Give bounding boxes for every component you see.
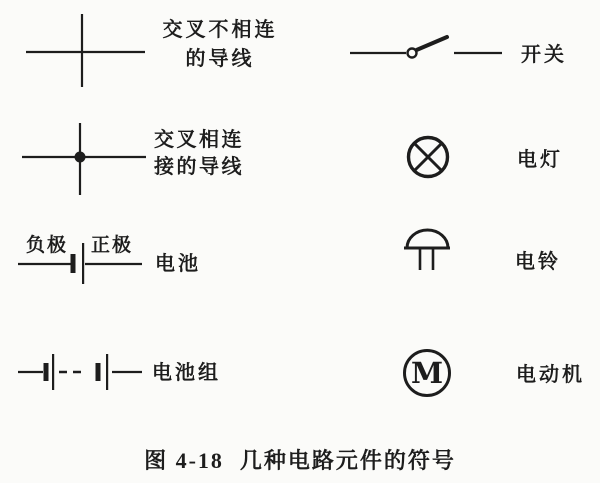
cell2-negative-plate xyxy=(96,363,101,381)
crossed-wires-connected-label xyxy=(154,127,244,181)
lamp-symbol xyxy=(404,133,454,183)
bell-label: 电铃 xyxy=(515,251,561,273)
motor-letter: M xyxy=(410,356,444,390)
battery-positive-plate xyxy=(82,243,84,284)
crossed-wires-unconnected-label xyxy=(152,16,288,74)
motor-label: 电动机 xyxy=(516,364,585,386)
battery-negative-pole-label: 负极 xyxy=(26,235,69,256)
battery-pack-symbol xyxy=(14,348,149,398)
motor-symbol xyxy=(400,345,456,401)
switch-lever xyxy=(417,37,448,50)
lamp-label: 电灯 xyxy=(517,149,563,171)
crossed-wires-unconnected-symbol xyxy=(20,8,160,98)
bell-dome xyxy=(407,230,448,248)
battery-label: 电池 xyxy=(155,253,201,275)
battery-symbol xyxy=(14,235,149,293)
junction-dot xyxy=(75,152,86,163)
battery-positive-pole-label: 正极 xyxy=(91,235,134,256)
label-line-2: 接的导线 xyxy=(154,156,244,178)
figure-title: 几种电路元件的符号 xyxy=(239,448,456,473)
cell1-positive-plate xyxy=(52,354,54,390)
battery-pack-label: 电池组 xyxy=(152,362,221,384)
label-line-1: 交叉不相连 xyxy=(162,19,278,41)
figure-number: 图 4-18 xyxy=(144,448,224,473)
figure-caption xyxy=(0,444,600,475)
switch-label: 开关 xyxy=(521,44,567,66)
crossed-wires-connected-symbol xyxy=(14,116,154,202)
cell2-positive-plate xyxy=(106,354,108,390)
bell-symbol xyxy=(400,225,458,275)
cell1-negative-plate xyxy=(44,363,49,381)
label-line-2: 的导线 xyxy=(185,48,255,70)
label-line-1: 交叉相连 xyxy=(154,129,244,151)
switch-symbol xyxy=(348,28,508,70)
battery-negative-plate xyxy=(71,254,76,273)
